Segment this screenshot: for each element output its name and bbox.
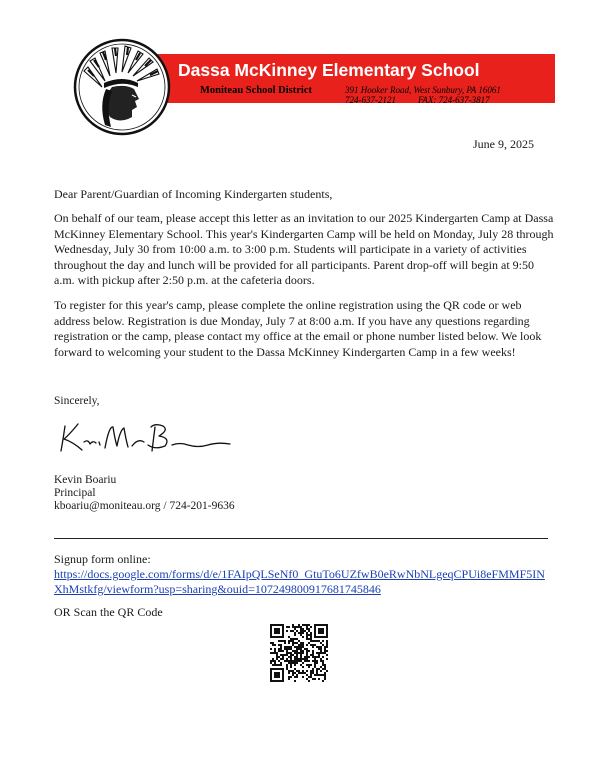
signer-name: Kevin Boariu: [54, 474, 117, 486]
paragraph-invitation: On behalf of our team, please accept this letter as an invitation to our 2025 Kindergarten Camp at Dassa McKinney Elementary School. This year's Kindergarten Camp will be held on Monday, July 28 through Wednesday, July 30 from 10:00 a.m. to 3:00 p.m. Students will participate in a variety of activities throughout the day and lunch will be provided for all participants. Parent drop-off will begin at 9:50 a.m. with pickup after 2:50 p.m. at the cafeteria doors.: [54, 211, 554, 288]
school-name: Dassa McKinney Elementary School: [178, 60, 480, 80]
indian-head-logo-icon: [72, 37, 172, 137]
school-phone-fax: [345, 95, 490, 105]
school-fax: FAX: 724-637-3817: [418, 95, 490, 105]
signer-title: Principal: [54, 487, 96, 499]
letter-date: June 9, 2025: [473, 137, 534, 151]
signup-form-link[interactable]: https://docs.google.com/forms/d/e/1FAIpQLSeNf0_GtuTo6UZfwB0eRwNbNLgeqCPUi8eFMMF5INXhMstkfg/viewform?usp=sharing&ouid=107249800917681745846: [54, 567, 545, 596]
paragraph-registration: To register for this year's camp, please complete the online registration using the QR code or web address below. Registration is due Monday, July 7 at 8:00 a.m. If you have any questions regarding registration or the camp, please contact my office at the email or phone number listed below. We look forward to welcoming your student to the Dassa McKinney Kindergarten Camp in a few weeks!: [54, 298, 542, 359]
district-name: Moniteau School District: [200, 85, 312, 96]
signup-label: Signup form online:: [54, 552, 151, 566]
section-divider: [54, 538, 548, 539]
qr-code-icon[interactable]: [270, 624, 328, 682]
signature-icon: [56, 418, 234, 458]
salutation: Dear Parent/Guardian of Incoming Kindergarten students,: [54, 187, 333, 201]
school-address: 391 Hooker Road, West Sunbury, PA 16061: [345, 85, 501, 95]
signer-contact: kboariu@moniteau.org / 724-201-9636: [54, 500, 235, 512]
letter-closing: Sincerely,: [54, 395, 100, 407]
school-phone: 724-637-2121: [345, 95, 396, 105]
qr-label: OR Scan the QR Code: [54, 605, 163, 619]
